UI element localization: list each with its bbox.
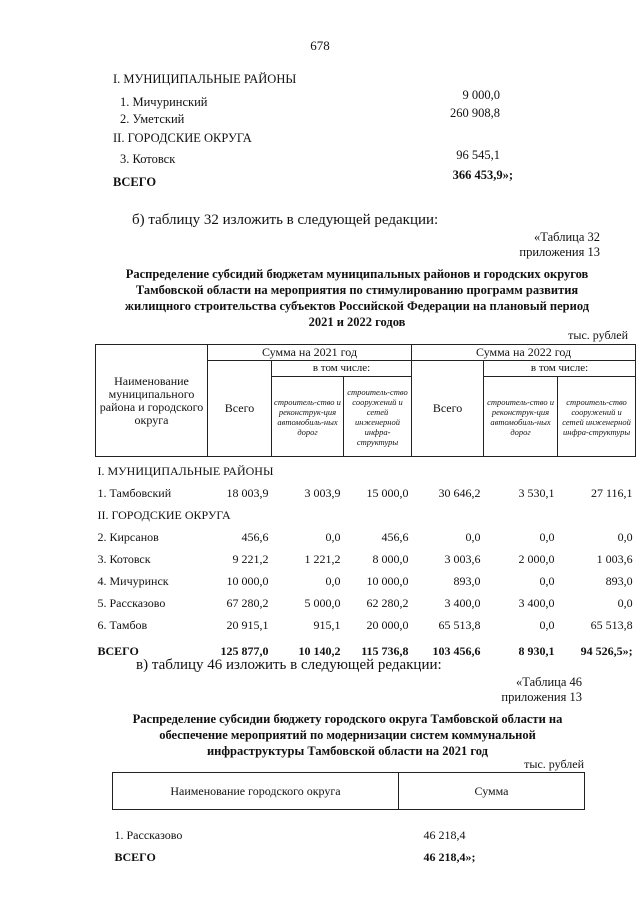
- cell: 115 736,8: [361, 644, 409, 658]
- cell: 0,0: [539, 618, 555, 632]
- table46: [112, 772, 585, 868]
- cell: 30 646,2: [438, 486, 481, 500]
- table-row: [96, 523, 636, 545]
- table46-title: Распределение субсидии бюджету городского округа Тамбовской области на обеспечение мероприятий по модернизации систем коммунальной инфраструктуры Тамбовской области на 2021 год: [132, 712, 563, 758]
- cell: 3 530,1: [518, 486, 555, 500]
- table-row: [96, 589, 636, 611]
- cell: 20 915,1: [226, 618, 269, 632]
- cell: 9 221,2: [232, 552, 269, 566]
- cell: 1 003,6: [596, 552, 633, 566]
- cell: 2 000,0: [518, 552, 555, 566]
- table46-caption: [430, 675, 582, 705]
- cell: 3 400,0: [518, 596, 555, 610]
- cell: 10 140,2: [298, 644, 341, 658]
- cell: 125 877,0: [220, 644, 269, 658]
- cell: 27 116,1: [591, 486, 633, 500]
- table32-caption: [450, 230, 600, 260]
- total-label: ВСЕГО: [97, 644, 139, 658]
- table-row: [96, 567, 636, 589]
- cell: 8 000,0: [372, 552, 409, 566]
- table-total-row: [113, 846, 585, 868]
- list-item-value: 260 908,8: [450, 106, 500, 120]
- col-total-2021-header: Всего: [208, 361, 272, 457]
- cell: 5 000,0: [304, 596, 341, 610]
- cell: 65 513,8: [438, 618, 481, 632]
- list-section-heading: I. МУНИЦИПАЛЬНЫЕ РАЙОНЫ: [113, 72, 297, 86]
- cell: 0,0: [539, 574, 555, 588]
- cell: 0,0: [325, 530, 341, 544]
- list-item-value: 96 545,1: [456, 148, 500, 162]
- cell: 893,0: [605, 574, 633, 588]
- cell: 0,0: [325, 574, 341, 588]
- table-section-heading: II. ГОРОДСКИЕ ОКРУГА: [97, 508, 231, 522]
- table-row: [96, 545, 636, 567]
- cell: 20 000,0: [366, 618, 409, 632]
- cell: 893,0: [453, 574, 481, 588]
- table32-caption-line1: «Таблица 32: [534, 230, 600, 244]
- list-item-name: 2. Уметский: [120, 112, 185, 126]
- table-total-row: [96, 633, 636, 659]
- cell: 67 280,2: [226, 596, 269, 610]
- col-district-header: Наименование городского округа: [113, 773, 399, 810]
- cell: 3 400,0: [444, 596, 481, 610]
- cell: 62 280,2: [366, 596, 409, 610]
- row-name: 4. Мичуринск: [97, 574, 169, 588]
- col-infra-2022-header: строитель-ство сооружений и сетей инженерной инфра-структуры: [558, 377, 636, 457]
- cell: 103 456,6: [432, 644, 481, 658]
- total-label: ВСЕГО: [114, 849, 156, 864]
- cell: 0,0: [617, 596, 633, 610]
- page-number: 678: [310, 38, 330, 53]
- row-name: 6. Тамбов: [97, 618, 148, 632]
- cell: 8 930,1: [518, 644, 555, 658]
- col-name-header: Наименование муниципального района и городского округа: [96, 345, 208, 457]
- col-roads-2021-header: строитель-ство и реконструк-ция автомобиль-ных дорог: [272, 377, 344, 457]
- col-infra-2021-header: строитель-ство сооружений и сетей инженерной инфра-структуры: [344, 377, 412, 457]
- table-row: [113, 824, 585, 846]
- row-name: 1. Тамбовский: [97, 486, 172, 500]
- list-item-value: 9 000,0: [462, 88, 500, 102]
- col-total-2022-header: Всего: [412, 361, 484, 457]
- cell: 94 526,5»;: [580, 644, 633, 658]
- row-name: 2. Кирсанов: [97, 530, 159, 544]
- cell: 0,0: [465, 530, 481, 544]
- table-row: [96, 479, 636, 501]
- col-2021-header: Сумма на 2021 год: [208, 345, 412, 361]
- cell: 65 513,8: [590, 618, 633, 632]
- list-item-name: 3. Котовск: [120, 152, 176, 166]
- col-including-2021-header: в том числе:: [272, 361, 412, 377]
- list-section-heading: II. ГОРОДСКИЕ ОКРУГА: [113, 131, 252, 145]
- list-total-label: ВСЕГО: [113, 175, 157, 189]
- table-row: [96, 611, 636, 633]
- col-sum-header: Сумма: [399, 773, 585, 810]
- table32-title: Распределение субсидий бюджетам муниципальных районов и городских округов Тамбовской области на мероприятия по стимулированию программ развития жилищного строительства субъектов Российской Федерации на плановый период 2021 и 2022 годов: [124, 267, 590, 329]
- amendment-intro-c: в) таблицу 46 изложить в следующей редакции:: [136, 657, 442, 673]
- table46-caption-line1: «Таблица 46: [516, 675, 582, 689]
- col-including-2022-header: в том числе:: [484, 361, 636, 377]
- table32-units: тыс. рублей: [568, 328, 628, 342]
- table-section-heading: I. МУНИЦИПАЛЬНЫЕ РАЙОНЫ: [97, 464, 274, 478]
- row-name: 5. Рассказово: [97, 596, 166, 610]
- cell: 1 221,2: [304, 552, 341, 566]
- cell: 3 003,6: [444, 552, 481, 566]
- table32: [95, 344, 636, 659]
- cell: 915,1: [313, 618, 341, 632]
- cell: 3 003,9: [304, 486, 341, 500]
- row-name: 1. Рассказово: [114, 827, 183, 842]
- table46-units: тыс. рублей: [524, 757, 584, 771]
- list-item-name: 1. Мичуринский: [120, 95, 208, 109]
- table46-caption-line2: приложения 13: [501, 690, 582, 704]
- col-2022-header: Сумма на 2022 год: [412, 345, 636, 361]
- cell: 456,6: [241, 530, 269, 544]
- list-total-value: 366 453,9»;: [452, 168, 513, 182]
- col-roads-2022-header: строитель-ство и реконструк-ция автомобиль-ных дорог: [484, 377, 558, 457]
- cell: 15 000,0: [366, 486, 409, 500]
- cell: 456,6: [381, 530, 409, 544]
- row-name: 3. Котовск: [97, 552, 151, 566]
- cell: 10 000,0: [366, 574, 409, 588]
- cell: 18 003,9: [226, 486, 269, 500]
- cell: 46 218,4: [423, 827, 466, 842]
- cell: 0,0: [539, 530, 555, 544]
- amendment-intro-b: б) таблицу 32 изложить в следующей редакции:: [132, 212, 439, 228]
- cell: 0,0: [617, 530, 633, 544]
- cell: 10 000,0: [226, 574, 269, 588]
- table32-caption-line2: приложения 13: [519, 245, 600, 259]
- cell: 46 218,4»;: [423, 849, 476, 864]
